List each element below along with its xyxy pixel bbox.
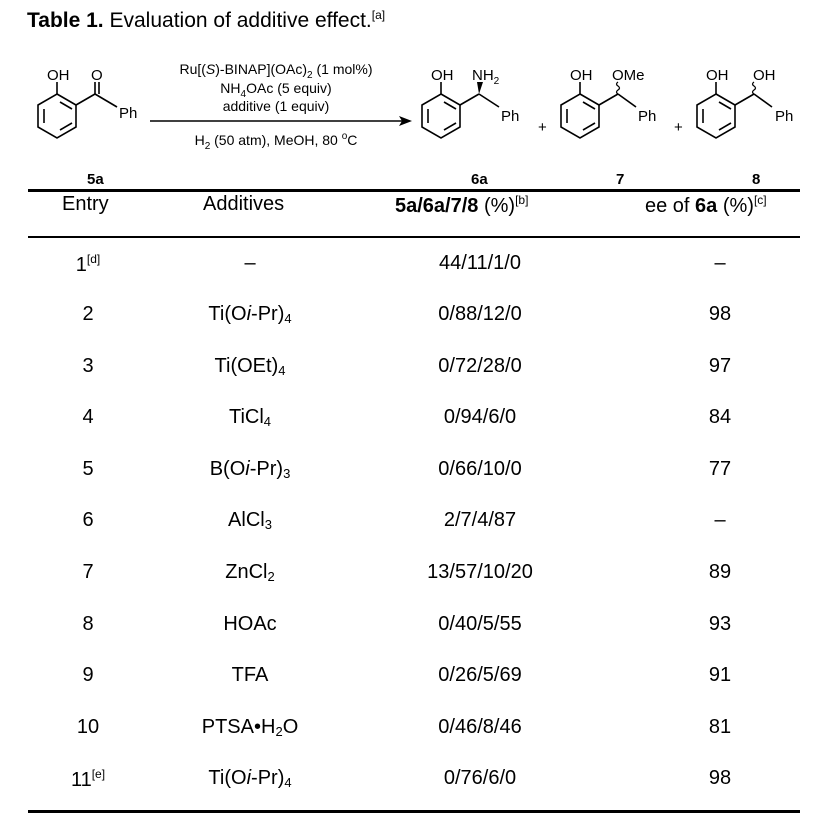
product-7-oh-label: OH (570, 67, 593, 84)
cell-entry: 4 (82, 406, 94, 428)
cell-ee: 91 (708, 664, 732, 686)
cell-ratio: 0/40/5/55 (438, 613, 522, 635)
table-label: Table 1. (27, 9, 104, 32)
cell-entry: 6 (82, 509, 94, 531)
cell-additive: AlCl$_3$ (228, 509, 272, 532)
cell-entry: 7 (82, 561, 94, 583)
compound-id-5a: 5a (87, 171, 104, 188)
cell-ee: 98 (708, 303, 732, 325)
header-ratio: 5a/6a/7/8 (%)[b] (395, 193, 529, 217)
cell-entry: 2 (82, 303, 94, 325)
cell-ee: – (714, 509, 726, 531)
table-caption: Evaluation of additive effect. (109, 9, 372, 32)
cell-ratio: 0/72/28/0 (438, 355, 522, 377)
cell-ratio: 2/7/4/87 (443, 509, 517, 531)
table-row (0, 458, 822, 488)
cell-additive: $B(Oi-Pr)_3$ (209, 458, 291, 481)
table-row (0, 767, 822, 797)
product-7-ph-label: Ph (638, 108, 657, 125)
cell-additive: – (244, 252, 256, 274)
cell-entry: 11[e] (70, 767, 106, 791)
cell-ee: 89 (708, 561, 732, 583)
cell-additive: TiCl$_4$ (228, 406, 272, 429)
top-rule (28, 189, 800, 192)
cell-additive: $Ti(Oi-Pr)_4$ (208, 767, 292, 790)
header-entry: Entry (62, 193, 109, 215)
product-6a-nh2-label: $NH_2$ (472, 67, 500, 87)
table-row (0, 716, 822, 746)
table-row (0, 252, 822, 282)
product-8-ph-label: Ph (775, 108, 794, 125)
compound-id-8: 8 (752, 171, 761, 188)
cell-ratio: 0/66/10/0 (438, 458, 522, 480)
product-7-ome-label: OMe (612, 67, 645, 84)
table-row (0, 613, 822, 643)
plus-sign-1: + (538, 119, 547, 136)
reagent-text: $NH_4OAc$ (5 equiv) (220, 80, 332, 100)
cell-entry: 9 (82, 664, 94, 686)
product-6a-oh-label: OH (431, 67, 454, 84)
cell-ee: 98 (708, 767, 732, 789)
plus-sign-2: + (674, 119, 683, 136)
cell-entry: 10 (76, 716, 100, 738)
table-row (0, 561, 822, 591)
cell-ee: 93 (708, 613, 732, 635)
cell-ratio: 13/57/10/20 (427, 561, 533, 583)
cell-additive: $PTSA•H_2O$ (201, 716, 299, 739)
cell-ee: 97 (708, 355, 732, 377)
header-rule (28, 236, 800, 238)
cell-ee: – (714, 252, 726, 274)
product-6a-ph-label: Ph (501, 108, 520, 125)
compound-id-6a: 6a (471, 171, 488, 188)
cell-additive: $Ti(OEt)_4$ (214, 355, 286, 378)
cell-ratio: 0/46/8/46 (438, 716, 522, 738)
cell-additive: $Ti(Oi-Pr)_4$ (208, 303, 292, 326)
reaction-scheme (0, 0, 822, 192)
reactant-oh-label: OH (47, 67, 70, 84)
cell-ratio: 0/88/12/0 (438, 303, 522, 325)
cell-entry: 8 (82, 613, 94, 635)
cell-entry: 1[d] (75, 252, 101, 276)
cell-entry: 3 (82, 355, 94, 377)
reactant-o-label: O (91, 67, 103, 84)
cell-additive: HOAc (223, 613, 277, 635)
conditions-text: $H_2$ (50 atm), MeOH, 80 $^o$C (194, 131, 358, 152)
cell-ee: 81 (708, 716, 732, 738)
cell-additive: TFA (231, 664, 269, 686)
cell-entry: 5 (82, 458, 94, 480)
header-additives: Additives (203, 193, 285, 215)
bottom-rule (28, 810, 800, 813)
compound-id-7: 7 (616, 171, 625, 188)
table-row (0, 664, 822, 694)
cell-ratio: 0/26/5/69 (438, 664, 522, 686)
cell-ratio: 0/76/6/0 (443, 767, 517, 789)
product-8-oh-label: OH (706, 67, 729, 84)
cell-ratio: 0/94/6/0 (443, 406, 517, 428)
cell-additive: ZnCl$_2$ (225, 561, 275, 584)
cell-ratio: 44/11/1/0 (439, 252, 521, 274)
product-8-oh2-label: OH (753, 67, 776, 84)
cell-ee: 84 (708, 406, 732, 428)
reactant-ph-label: Ph (119, 105, 138, 122)
catalyst-text: $Ru[(S)-BINAP](OAc)_2$ (1 mol%) (179, 61, 373, 81)
title-footnote: [a] (371, 8, 386, 22)
additive-text: additive (1 equiv) (222, 98, 330, 114)
table-row (0, 406, 822, 436)
table-row (0, 303, 822, 333)
table-row (0, 355, 822, 385)
table-row (0, 509, 822, 539)
header-ee: ee of 6a (%)[c] (645, 193, 767, 217)
cell-ee: 77 (708, 458, 732, 480)
